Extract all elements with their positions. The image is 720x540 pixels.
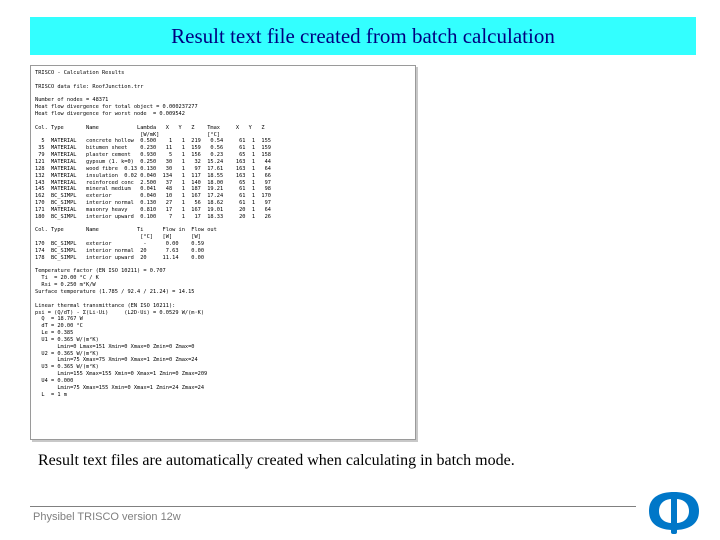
result-line: Number of nodes = 48371 xyxy=(35,97,109,104)
result-line: Heat flow divergence for total object = 0.000237277 xyxy=(35,104,198,111)
result-line xyxy=(35,221,415,228)
footer-text: Physibel TRISCO version 12w xyxy=(33,511,181,523)
physibel-logo-icon xyxy=(644,488,704,534)
result-line: Col. Type Name Ti Flow in Flow out xyxy=(35,227,217,234)
result-line: 178 BC_SIMPL interior upward 20 11.14 0.00 xyxy=(35,254,205,261)
result-line: Lmin=75 Xmax=75 Xmin=0 Xmax=1 Zmin=0 Zmax=24 xyxy=(35,357,198,364)
result-line: U1 = 0.365 W/(m²K) xyxy=(35,336,99,343)
result-line: dT = 20.00 °C xyxy=(35,323,83,330)
result-line: Col. Type Name Lambda X Y Z Tmax X Y Z xyxy=(35,124,265,131)
result-line: TRISCO data file: RoofJunction.trr xyxy=(35,83,144,90)
result-line xyxy=(35,77,415,84)
result-line: Rsi = 0.250 m²K/W xyxy=(35,282,96,289)
result-line: 171 MATERIAL masonry heavy 0.810 17 1 167 19.01 20 1 64 xyxy=(35,206,271,213)
result-line: U3 = 0.365 W/(m²K) xyxy=(35,364,99,371)
slide-title-bar xyxy=(30,17,696,55)
result-line: U2 = 0.365 W/(m²K) xyxy=(35,350,99,357)
result-line: 5 MATERIAL concrete hollow 0.500 1 1 219 0.54 61 1 155 xyxy=(35,138,271,145)
result-line: Heat flow divergence for worst node = 0.009542 xyxy=(35,111,185,118)
result-file-text xyxy=(31,66,415,399)
result-line: TRISCO - Calculation Results xyxy=(35,70,125,76)
result-line: 180 BC_SIMPL interior upward 0.100 7 1 17 18.33 20 1 26 xyxy=(35,213,271,220)
result-line xyxy=(35,91,415,98)
result-line: 162 BC_SIMPL exterior 0.040 10 1 167 17.24 61 1 170 xyxy=(35,193,271,200)
result-file-screenshot xyxy=(30,65,416,440)
result-line: Le = 0.385 xyxy=(35,330,74,337)
result-line: 35 MATERIAL bitumen sheet 0.230 11 1 159 0.56 61 1 159 xyxy=(35,145,271,152)
result-line: Q = 18.767 W xyxy=(35,316,83,323)
result-line: psi = (Q/dT) - Σ(Li·Ui) (L2D·Ui) = 0.0529 W/(m·K) xyxy=(35,309,205,316)
result-line: 170 BC_SIMPL interior normal 0.130 27 1 56 18.62 61 1 97 xyxy=(35,200,271,207)
result-line xyxy=(35,296,415,303)
result-line: Surface temperature (1.785 / 92.4 / 21.24) = 14.15 xyxy=(35,289,195,295)
result-line: Temperature factor (EN ISO 10211) = 0.707 xyxy=(35,268,166,275)
result-line: Lmin=0 Lmax=151 Xmin=0 Xmax=0 Zmin=0 Zmax=0 xyxy=(35,343,195,350)
result-line: [W/mK] [°C] xyxy=(35,131,220,138)
result-line: 121 MATERIAL gypsum (1. k=0) 0.250 30 1 32 15.24 163 1 44 xyxy=(35,158,271,165)
result-line: U4 = 0.000 xyxy=(35,377,74,384)
result-line: [°C] [W] [W] xyxy=(35,234,201,241)
result-line: Ti = 20.00 °C / K xyxy=(35,275,99,282)
result-line: 174 BC_SIMPL interior normal 20 7.63 0.00 xyxy=(35,247,205,254)
slide-caption: Result text files are automatically created when calculating in batch mode. xyxy=(38,452,515,469)
result-line: 145 MATERIAL mineral medium 0.041 48 1 187 19.21 61 1 98 xyxy=(35,186,271,193)
result-line xyxy=(35,262,415,269)
result-line: Lmin=155 Xmax=155 Xmin=0 Xmax=1 Zmin=0 Zmax=209 xyxy=(35,371,208,378)
result-line: L = 1 m xyxy=(35,391,67,398)
result-line: 79 MATERIAL plaster cement 0.930 5 1 156 0.23 65 1 158 xyxy=(35,152,271,159)
result-line: 132 MATERIAL insulation 0.02 0.040 134 1 117 18.55 163 1 66 xyxy=(35,172,271,179)
slide-title: Result text file created from batch calculation xyxy=(171,23,555,48)
footer-divider xyxy=(30,506,636,507)
result-line xyxy=(35,118,415,125)
result-line: 143 MATERIAL reinforced conc 2.500 37 1 140 18.00 65 1 97 xyxy=(35,179,271,186)
result-line: 170 BC_SIMPL exterior - 0.00 0.59 xyxy=(35,241,205,248)
result-line: Linear thermal transmittance (EN ISO 10211): xyxy=(35,302,176,309)
result-line: 128 MATERIAL wood fibre 0.13 0.130 30 1 97 17.61 163 1 64 xyxy=(35,165,271,172)
result-line: Lmin=75 Xmax=155 Xmin=0 Xmax=1 Zmin=24 Zmax=24 xyxy=(35,384,205,391)
